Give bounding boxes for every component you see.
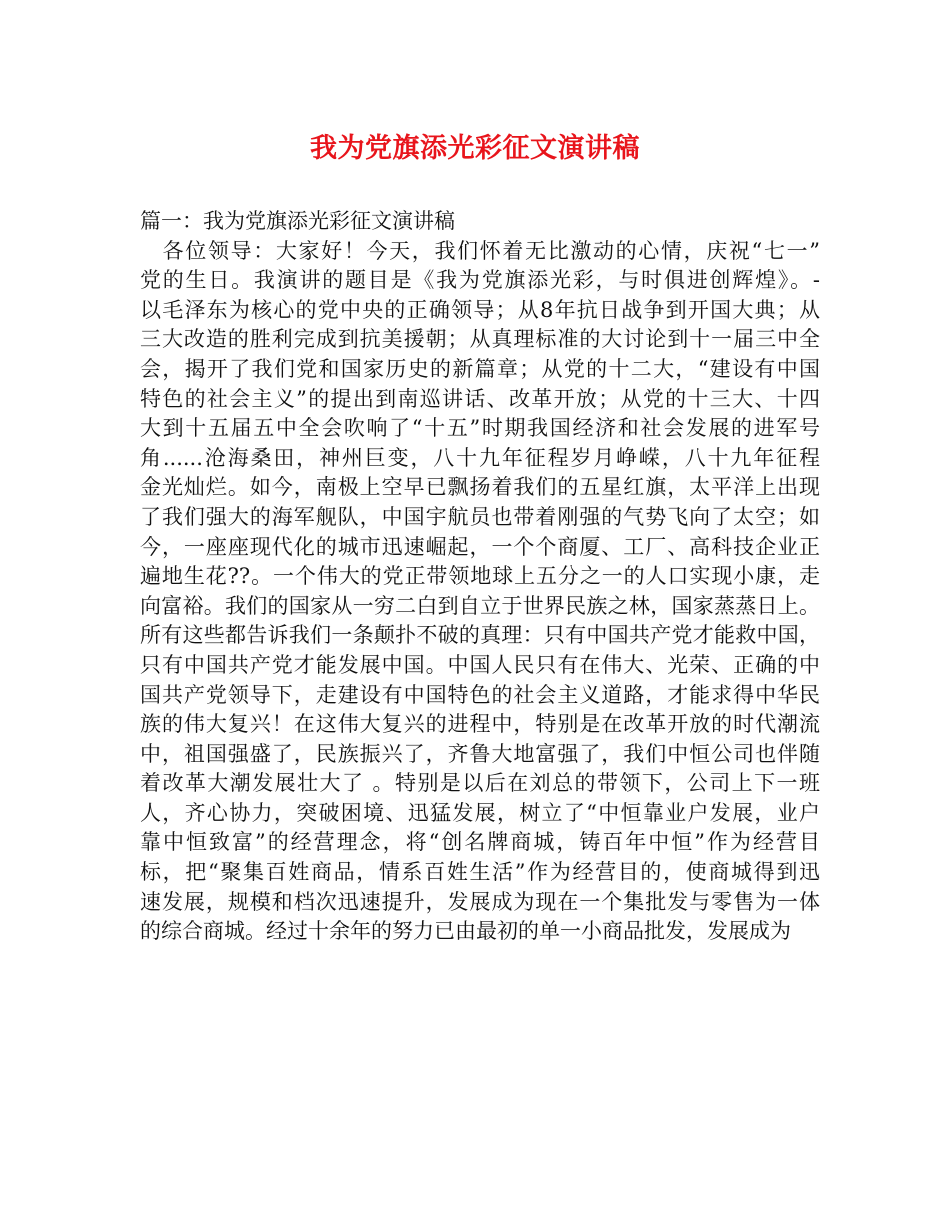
- text-line: 大到十五届五中全会吹响了“十五”时期我国经济和社会发展的进军号: [140, 416, 820, 441]
- document-title: 我为党旗添光彩征文演讲稿: [310, 133, 640, 164]
- section-heading: 篇一：我为党旗添光彩征文演讲稿: [140, 209, 455, 233]
- text-line: 向富裕。我们的国家从一穷二白到自立于世界民族之林，国家蒸蒸日上。: [140, 593, 820, 618]
- text-line: 今，一座座现代化的城市迅速崛起，一个个商厦、工厂、高科技企业正: [140, 534, 820, 559]
- text-line: 的综合商城。经过十余年的努力已由最初的单一小商品批发，发展成为: [140, 919, 791, 944]
- text-line: 了我们强大的海军舰队，中国宇航员也带着刚强的气势飞向了太空；如: [140, 504, 820, 529]
- text-line: 党的生日。我演讲的题目是《我为党旗添光彩，与时俱进创辉煌》。-: [140, 268, 820, 293]
- text-line: 人，齐心协力，突破困境、迅猛发展，树立了“中恒靠业户发展，业户: [140, 800, 820, 825]
- text-line: 金光灿烂。如今，南极上空早已飘扬着我们的五星红旗，太平洋上出现: [140, 475, 820, 500]
- text-line: 靠中恒致富”的经营理念，将“创名牌商城，铸百年中恒”作为经营目: [140, 830, 820, 855]
- text-line: 会，揭开了我们党和国家历史的新篇章；从党的十二大，“建设有中国: [140, 356, 820, 381]
- text-line: 族的伟大复兴！在这伟大复兴的进程中，特别是在改革开放的时代潮流: [140, 712, 820, 737]
- text-line: 三大改造的胜利完成到抗美援朝；从真理标准的大讨论到十一届三中全: [140, 327, 820, 352]
- text-line: 速发展，规模和档次迅速提升，发展成为现在一个集批发与零售为一体: [140, 889, 820, 914]
- text-line: 着改革大潮发展壮大了 。特别是以后在刘总的带领下，公司上下一班: [140, 771, 820, 796]
- text-line: 中，祖国强盛了，民族振兴了，齐鲁大地富强了，我们中恒公司也伴随: [140, 741, 820, 766]
- text-line: 只有中国共产党才能发展中国。中国人民只有在伟大、光荣、正确的中: [140, 652, 820, 677]
- text-line: 角......沧海桑田，神州巨变，八十九年征程岁月峥嵘，八十九年征程: [140, 445, 820, 470]
- text-line: 标，把“聚集百姓商品，情系百姓生活”作为经营目的，使商城得到迅: [140, 860, 820, 885]
- text-line: 国共产党领导下，走建设有中国特色的社会主义道路，才能求得中华民: [140, 682, 820, 707]
- text-line: 各位领导：大家好！今天，我们怀着无比激动的心情，庆祝“七一”: [140, 238, 820, 263]
- text-line: 所有这些都告诉我们一条颠扑不破的真理：只有中国共产党才能救中国，: [140, 623, 820, 648]
- text-line: 以毛泽东为核心的党中央的正确领导；从8年抗日战争到开国大典；从: [140, 297, 820, 322]
- text-line: 遍地生花??。一个伟大的党正带领地球上五分之一的人口实现小康，走: [140, 564, 820, 589]
- document-body: [140, 207, 820, 947]
- text-line: 特色的社会主义”的提出到南巡讲话、改革开放；从党的十三大、十四: [140, 386, 820, 411]
